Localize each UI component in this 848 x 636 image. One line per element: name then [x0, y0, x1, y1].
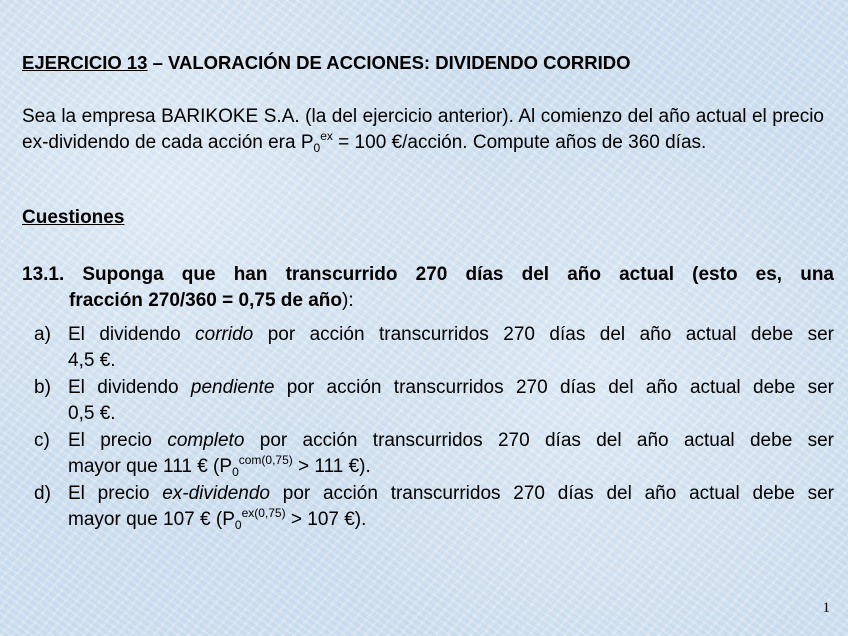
exercise-title-text: – VALORACIÓN DE ACCIONES: DIVIDENDO CORRIDO — [147, 52, 631, 73]
option-line-2 — [68, 454, 834, 480]
option-text: El precio — [68, 430, 168, 451]
option-line-1 — [68, 322, 834, 348]
option-text: El dividendo — [68, 377, 191, 398]
option-label: d) — [34, 483, 51, 504]
question-line-2 — [22, 288, 834, 314]
option-d — [22, 481, 834, 533]
option-text: > 107 €). — [285, 509, 367, 530]
option-line-2 — [68, 507, 834, 533]
option-line-1 — [68, 428, 834, 454]
option-emphasis: completo — [167, 430, 245, 451]
answer-options — [22, 322, 834, 534]
intro-superscript: ex — [320, 129, 333, 143]
option-text: El precio — [68, 483, 163, 504]
option-line-1 — [68, 481, 834, 507]
option-superscript: ex(0,75) — [241, 506, 286, 520]
option-line-2: 0,5 €. — [68, 403, 116, 424]
option-text: El dividendo — [68, 324, 196, 345]
option-emphasis: corrido — [195, 324, 254, 345]
option-text: > 111 €). — [292, 456, 371, 477]
option-label: b) — [34, 377, 51, 398]
exercise-number: EJERCICIO 13 — [22, 52, 148, 73]
option-line-1 — [68, 375, 834, 401]
question-line-1: 13.1. Suponga que han transcurrido 270 días del año actual (esto es, una — [22, 264, 834, 285]
option-emphasis: ex-dividendo — [162, 483, 270, 504]
intro-subscript: 0 — [313, 141, 321, 155]
intro-paragraph — [22, 104, 824, 156]
page-number: 1 — [822, 600, 830, 616]
option-subscript: 0 — [234, 518, 242, 532]
option-text: mayor que 111 € (P — [68, 456, 233, 477]
option-line-2: 4,5 €. — [68, 350, 116, 371]
option-label: c) — [34, 430, 50, 451]
option-b — [22, 375, 834, 427]
intro-text-1: Sea la empresa BARIKOKE S.A. (la del ejercicio anterior). Al comienzo del año actual el precio ex-dividendo de cada acción era P — [22, 106, 824, 153]
option-text: por acción transcurridos 270 días del año actual debe ser — [244, 430, 834, 451]
question-line-2-text: fracción 270/360 = 0,75 de año — [69, 290, 343, 311]
section-heading: Cuestiones — [22, 207, 125, 228]
option-subscript: 0 — [232, 465, 239, 479]
question-13-1 — [22, 262, 834, 314]
question-line-2-end: ): — [342, 290, 354, 311]
option-emphasis: pendiente — [190, 377, 275, 398]
option-text: por acción transcurridos 270 días del año actual debe ser — [253, 324, 834, 345]
option-text: mayor que 107 € (P — [68, 509, 235, 530]
exercise-title — [22, 52, 631, 74]
option-a — [22, 322, 834, 374]
option-label: a) — [34, 324, 51, 345]
option-c — [22, 428, 834, 480]
intro-text-2: = 100 €/acción. Compute años de 360 días. — [332, 132, 707, 153]
option-text: por acción transcurridos 270 días del año actual debe ser — [269, 483, 834, 504]
option-text: por acción transcurridos 270 días del año actual debe ser — [274, 377, 834, 398]
option-superscript: com(0,75) — [238, 453, 293, 467]
